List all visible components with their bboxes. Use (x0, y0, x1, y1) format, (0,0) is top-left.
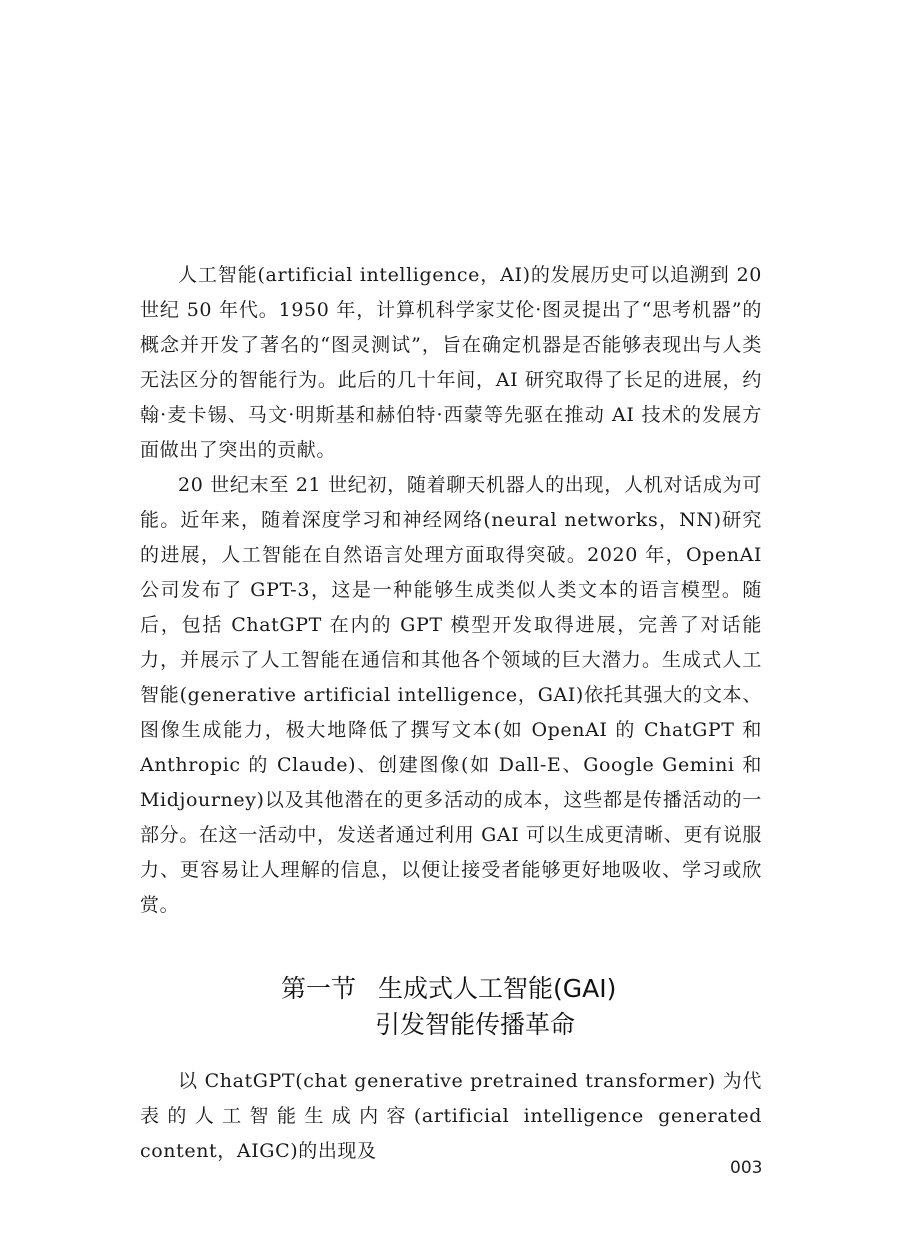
section-title-line1: 生成式人工智能(GAI) (378, 973, 617, 1003)
section-heading-line1 (140, 971, 762, 1007)
section-number: 第一节 (281, 973, 357, 1003)
paragraph-aigc: 以 ChatGPT(chat generative pretrained transformer) 为代表的人工智能生成内容(artificial intelligence generated content，AIGC)的出现及 (140, 1070, 762, 1162)
intro-text-block (140, 258, 762, 923)
page-number: 003 (730, 1158, 763, 1178)
section-heading (140, 971, 762, 1043)
section-title-line2: 引发智能传播革命 (375, 1009, 576, 1039)
paragraph-ai-history: 人工智能(artificial intelligence，AI)的发展历史可以追溯到 20 世纪 50 年代。1950 年，计算机科学家艾伦·图灵提出了“思考机器”的概念并开发了著名的“图灵测试”，旨在确定机器是否能够表现出与人类无法区分的智能行为。此后的几十年间，AI 研究取得了长足的进展，约翰·麦卡锡、马文·明斯基和赫伯特·西蒙等先驱在推动 AI 技术的发展方面做出了突出的贡献。 (140, 264, 762, 461)
paragraph-chatbots-gai: 20 世纪末至 21 世纪初，随着聊天机器人的出现，人机对话成为可能。近年来，随着深度学习和神经网络(neural networks，NN)研究的进展，人工智能在自然语言处理方面取得突破。2020 年，OpenAI 公司发布了 GPT-3，这是一种能够生成类似人类文本的语言模型。随后，包括 ChatGPT 在内的 GPT 模型开发取得进展，完善了对话能力，并展示了人工智能在通信和其他各个领域的巨大潜力。生成式人工智能(generative artificial intelligence，GAI)依托其强大的文本、图像生成能力，极大地降低了撰写文本(如 OpenAI 的 ChatGPT 和 Anthropic 的 Claude)、创建图像(如 Dall-E、Google Gemini 和 Midjourney)以及其他潜在的更多活动的成本，这些都是传播活动的一部分。在这一活动中，发送者通过利用 GAI 可以生成更清晰、更有说服力、更容易让人理解的信息，以便让接受者能够更好地吸收、学习或欣赏。 (140, 474, 762, 916)
section-text-block (140, 1064, 762, 1169)
